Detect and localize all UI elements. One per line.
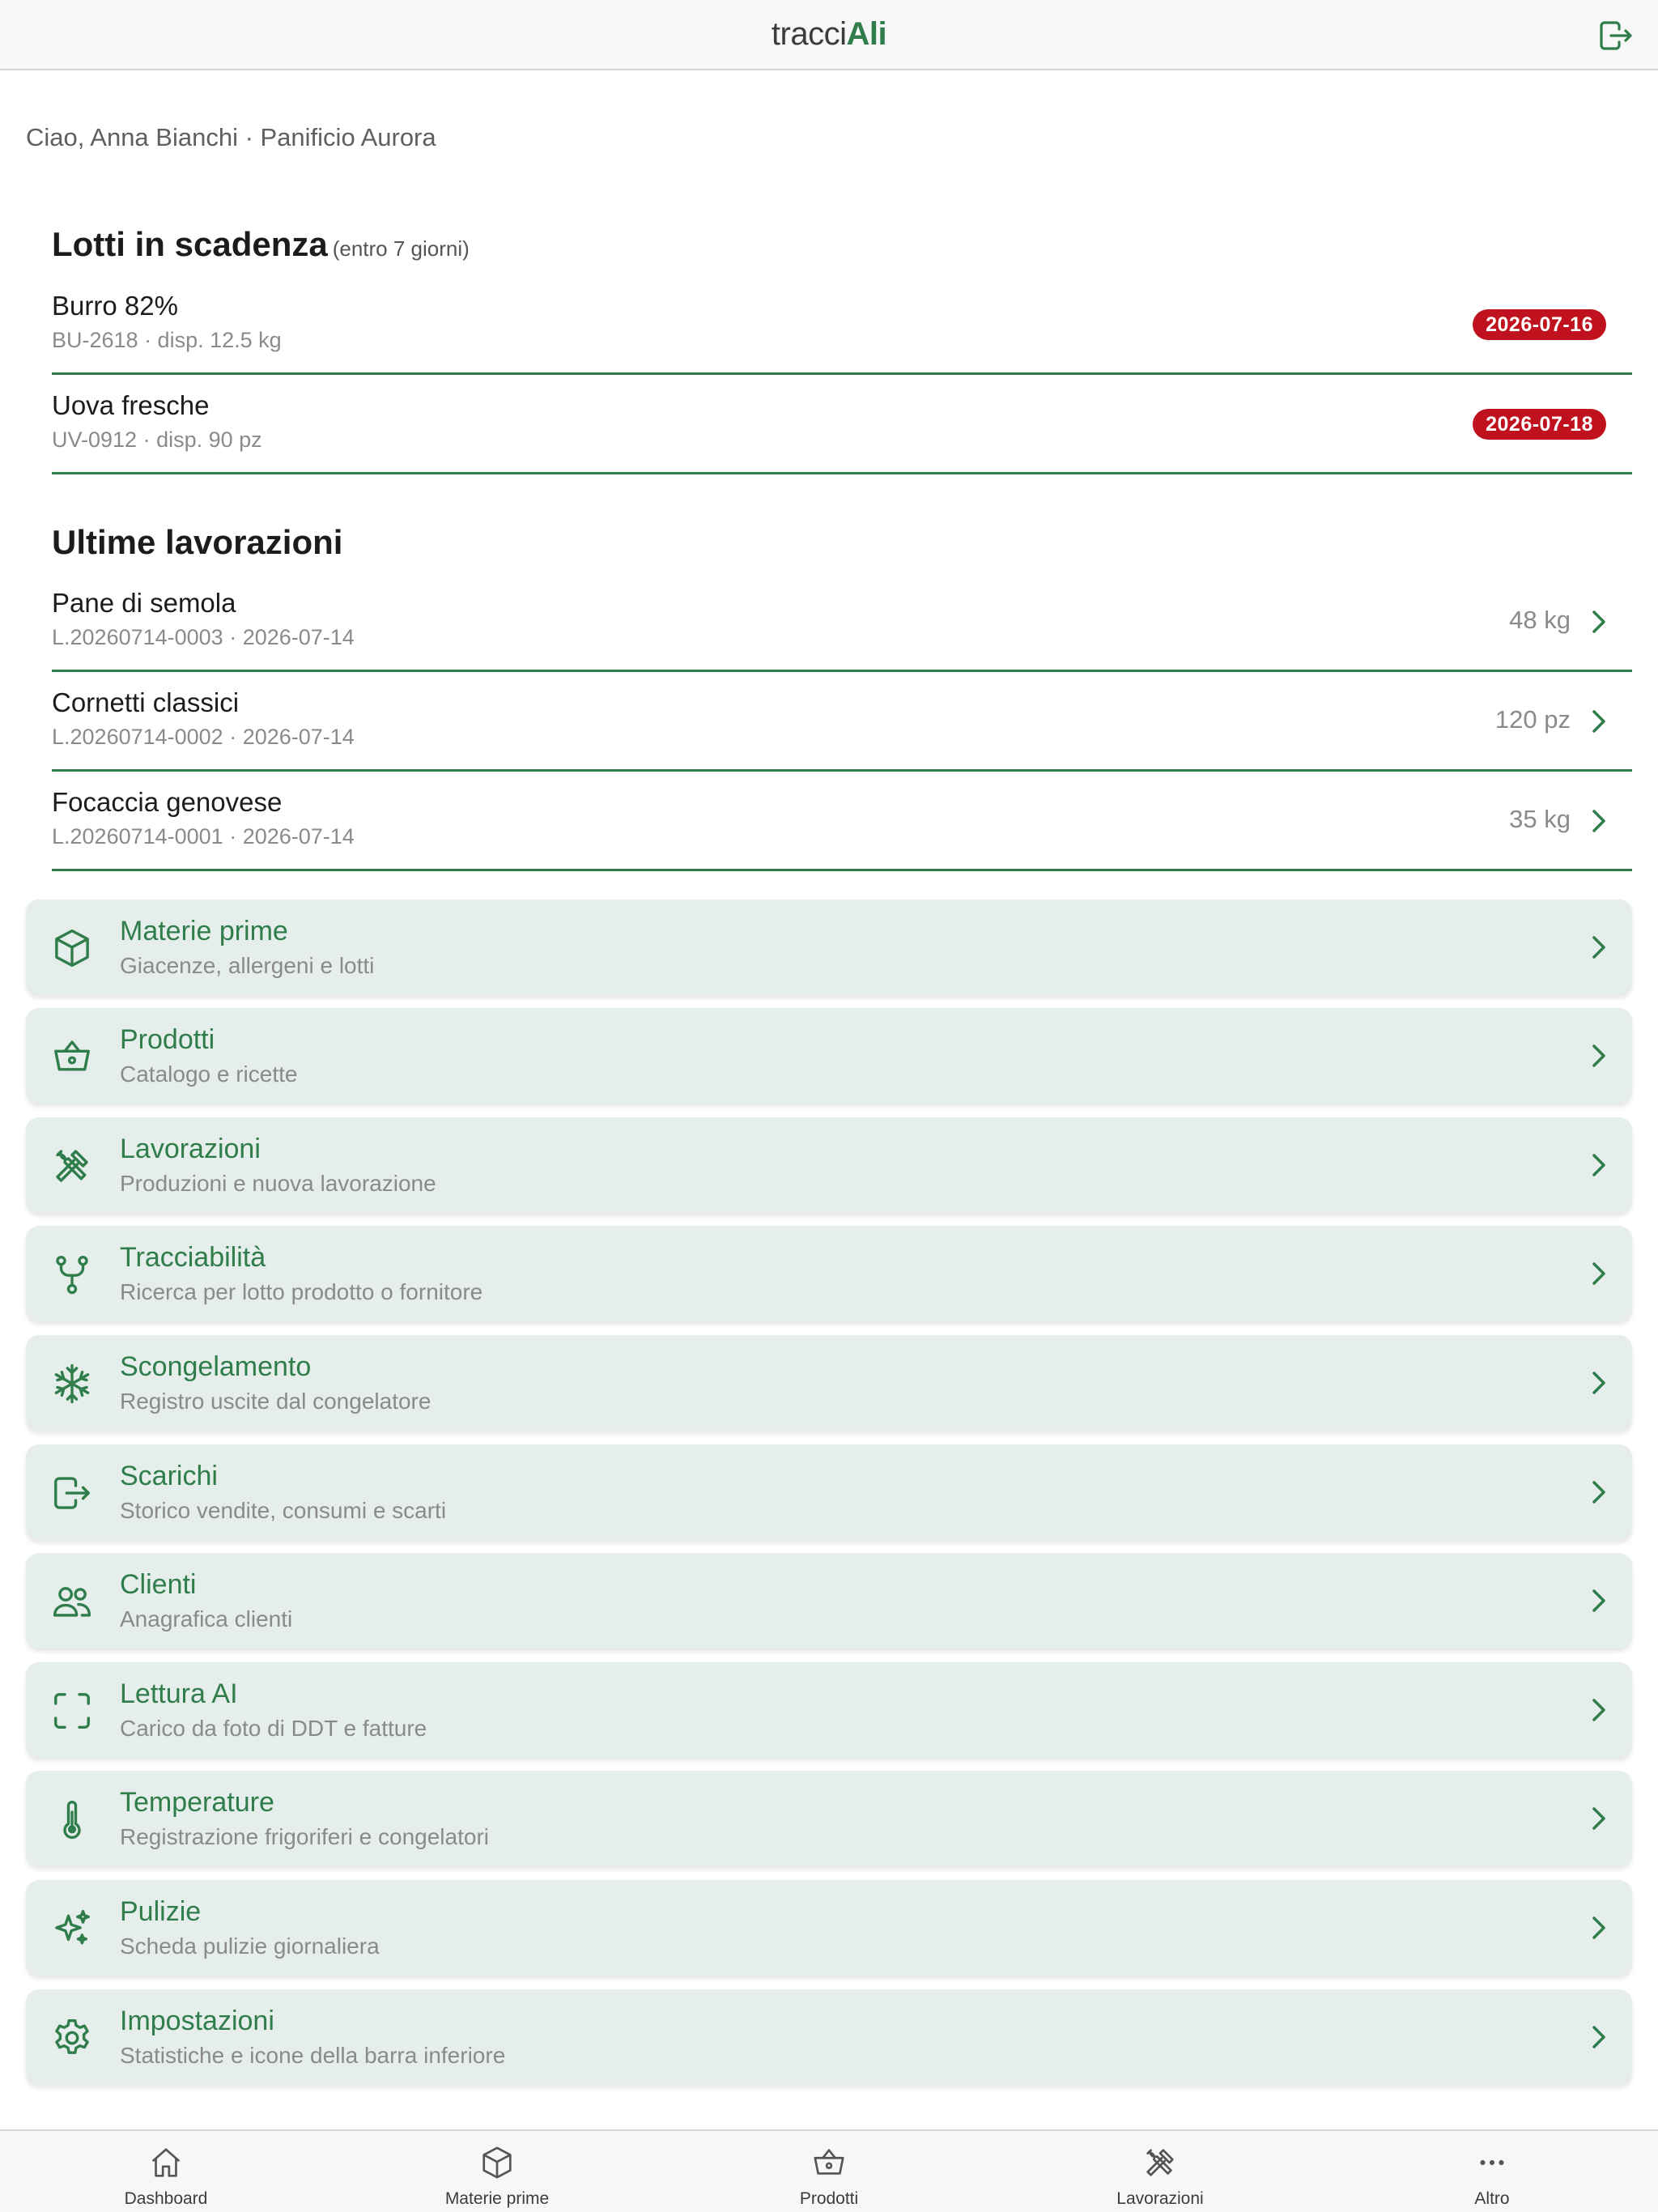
chevron-right-icon: [1588, 1368, 1609, 1397]
chevron-right-icon: [1588, 1586, 1609, 1615]
app-header: [0, 0, 1658, 70]
logout-button[interactable]: [1595, 16, 1637, 55]
expiring-lot-row: [52, 377, 1632, 474]
menu-item-title: Tracciabilità: [120, 1242, 266, 1273]
expiry-date-badge: 2026-07-18: [1473, 409, 1606, 440]
menu-item-subtitle: Carico da foto di DDT e fatture: [120, 1716, 427, 1741]
menu-item-title: Impostazioni: [120, 2006, 274, 2036]
chevron-right-icon: [1588, 1913, 1609, 1942]
production-detail: L.20260714-0001 · 2026-07-14: [52, 824, 355, 849]
chevron-right-icon: [1588, 1151, 1609, 1180]
sparkles-icon: [50, 1907, 94, 1950]
recent-production-row[interactable]: [52, 674, 1632, 772]
chevron-right-icon: [1588, 806, 1609, 836]
tab-label: Materie prime: [444, 2189, 550, 2208]
production-name: Focaccia genovese: [52, 787, 283, 817]
menu-item-lettura-ai[interactable]: [26, 1662, 1632, 1758]
menu-item-subtitle: Statistiche e icone della barra inferiore: [120, 2043, 506, 2068]
home-icon: [145, 2144, 187, 2181]
menu-item-scongelamento[interactable]: [26, 1335, 1632, 1431]
production-quantity: 48 kg: [1509, 606, 1571, 634]
menu-item-subtitle: Anagrafica clienti: [120, 1606, 293, 1631]
branch-icon: [50, 1253, 94, 1296]
tools-icon: [50, 1144, 94, 1188]
chevron-right-icon: [1588, 1259, 1609, 1288]
tab-dashboard[interactable]: [45, 2131, 287, 2212]
exit-icon: [50, 1471, 94, 1515]
chevron-right-icon: [1588, 1804, 1609, 1833]
menu-item-title: Prodotti: [120, 1024, 215, 1055]
menu-item-title: Scongelamento: [120, 1351, 312, 1382]
tab-label: Lavorazioni: [1116, 2189, 1204, 2208]
box-icon: [50, 926, 94, 970]
box-icon: [476, 2144, 518, 2181]
production-quantity: 120 pz: [1494, 705, 1571, 734]
snowflake-icon: [50, 1362, 94, 1406]
menu-item-clienti[interactable]: [26, 1553, 1632, 1648]
basket-icon: [808, 2144, 850, 2181]
menu-item-impostazioni[interactable]: [26, 1989, 1632, 2085]
chevron-right-icon: [1588, 933, 1609, 962]
brand-part1: tracci: [771, 16, 847, 52]
users-icon: [50, 1580, 94, 1623]
tab-materie-prime[interactable]: [376, 2131, 619, 2212]
tools-icon: [1139, 2144, 1181, 2181]
more-icon: [1471, 2144, 1513, 2181]
basket-icon: [50, 1035, 94, 1078]
expiring-title: Lotti in scadenza: [52, 225, 328, 263]
gear-icon: [50, 2016, 94, 2060]
tab-lavorazioni[interactable]: [1039, 2131, 1282, 2212]
recent-production-row[interactable]: [52, 575, 1632, 672]
chevron-right-icon: [1588, 1695, 1609, 1725]
production-detail: L.20260714-0002 · 2026-07-14: [52, 725, 355, 749]
recent-production-row[interactable]: [52, 774, 1632, 871]
production-name: Cornetti classici: [52, 687, 240, 717]
lot-detail: UV-0912 · disp. 90 pz: [52, 428, 262, 452]
brand-part2: Ali: [846, 16, 887, 52]
menu-item-pulizie[interactable]: [26, 1880, 1632, 1976]
lot-name: Burro 82%: [52, 291, 178, 321]
menu-item-materie-prime[interactable]: [26, 900, 1632, 995]
tab-prodotti[interactable]: [708, 2131, 950, 2212]
logout-icon: [1595, 16, 1637, 55]
production-name: Pane di semola: [52, 588, 236, 618]
chevron-right-icon: [1588, 1478, 1609, 1507]
menu-item-temperature[interactable]: [26, 1771, 1632, 1866]
menu-item-title: Scarichi: [120, 1461, 218, 1491]
menu-item-subtitle: Ricerca per lotto prodotto o fornitore: [120, 1279, 483, 1304]
menu-item-subtitle: Catalogo e ricette: [120, 1061, 298, 1087]
menu-item-lavorazioni[interactable]: [26, 1117, 1632, 1213]
menu-item-title: Lavorazioni: [120, 1134, 261, 1164]
production-quantity: 35 kg: [1509, 805, 1571, 833]
greeting-text: Ciao, Anna Bianchi · Panificio Aurora: [26, 123, 436, 151]
menu-item-title: Materie prime: [120, 916, 288, 946]
tab-label: Prodotti: [799, 2189, 859, 2208]
menu-item-subtitle: Storico vendite, consumi e scarti: [120, 1498, 447, 1523]
menu-item-scarichi[interactable]: [26, 1444, 1632, 1540]
production-detail: L.20260714-0003 · 2026-07-14: [52, 625, 355, 649]
tab-label: Dashboard: [124, 2189, 208, 2208]
menu-item-subtitle: Registro uscite dal congelatore: [120, 1389, 432, 1414]
menu-item-title: Lettura AI: [120, 1678, 238, 1709]
menu-item-title: Pulizie: [120, 1896, 202, 1927]
menu-item-title: Clienti: [120, 1569, 197, 1600]
chevron-right-icon: [1588, 607, 1609, 636]
lot-detail: BU-2618 · disp. 12.5 kg: [52, 328, 282, 352]
chevron-right-icon: [1588, 1041, 1609, 1070]
thermometer-icon: [50, 1797, 94, 1841]
menu-item-subtitle: Scheda pulizie giornaliera: [120, 1933, 380, 1959]
lot-name: Uova fresche: [52, 390, 210, 420]
app-logo: [0, 16, 1658, 53]
tab-label: Altro: [1474, 2189, 1510, 2208]
menu-item-prodotti[interactable]: [26, 1008, 1632, 1104]
chevron-right-icon: [1588, 2023, 1609, 2052]
menu-item-subtitle: Giacenze, allergeni e lotti: [120, 953, 375, 978]
bottom-tab-bar: [0, 2129, 1658, 2212]
menu-item-tracciabilita[interactable]: [26, 1226, 1632, 1321]
expiring-section-title: [52, 225, 470, 264]
chevron-right-icon: [1588, 707, 1609, 736]
menu-item-subtitle: Registrazione frigoriferi e congelatori: [120, 1824, 489, 1849]
expiring-note: (entro 7 giorni): [332, 236, 470, 261]
menu-item-title: Temperature: [120, 1787, 274, 1818]
scan-icon: [50, 1689, 94, 1733]
recent-section-title: Ultime lavorazioni: [52, 523, 343, 561]
menu-item-subtitle: Produzioni e nuova lavorazione: [120, 1171, 436, 1196]
expiring-lot-row: [52, 278, 1632, 375]
expiry-date-badge: 2026-07-16: [1473, 309, 1606, 340]
tab-altro[interactable]: [1371, 2131, 1613, 2212]
